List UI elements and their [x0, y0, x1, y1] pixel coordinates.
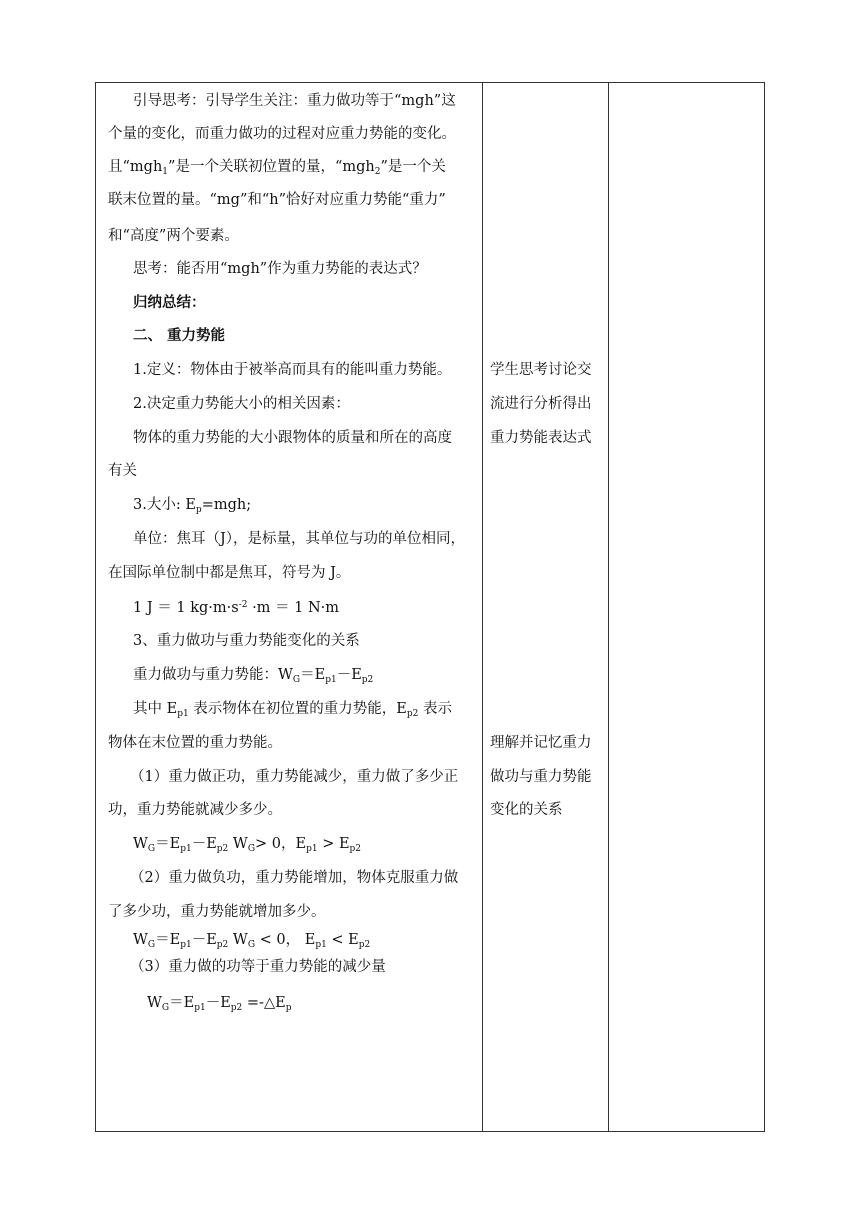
text-line: 1.定义：物体由于被举高而具有的能叫重力势能。: [133, 362, 452, 378]
column-divider: [482, 83, 483, 1131]
section-heading: 二、 重力势能: [133, 328, 226, 344]
formula-line: 3.大小: $E_p=mgh$;: [133, 497, 252, 515]
text-line: 单位：焦耳（J），是标量，其单位与功的单位相同，: [133, 531, 466, 547]
text-line: 3、重力做功与重力势能变化的关系: [133, 633, 360, 649]
text-line: （1）重力做正功，重力势能减少，重力做了多少正: [130, 769, 459, 785]
text-line: 功，重力势能就减少多少。: [108, 802, 282, 818]
text-line: 在国际单位制中都是焦耳，符号为 J。: [108, 565, 351, 581]
formula-line: $W_G=E_{p1}-E_{p2}$ $=-\triangle E_p$: [147, 995, 292, 1013]
text-line: 且“mgh$_1$”是一个关联初位置的量，“mgh$_2$”是一个关: [108, 159, 446, 177]
activity-note: 做功与重力势能: [490, 769, 592, 785]
text-line: 有关: [108, 463, 137, 479]
text-line: 物体的重力势能的大小跟物体的质量和所在的高度: [133, 430, 452, 446]
text-line: （3）重力做的功等于重力势能的减少量: [130, 959, 386, 975]
activity-note: 学生思考讨论交: [490, 362, 592, 378]
text-line: 2.决定重力势能大小的相关因素：: [133, 396, 350, 412]
activity-note: 重力势能表达式: [490, 430, 592, 446]
activity-note: 理解并记忆重力: [490, 735, 592, 751]
formula-line: $W_G=E_{p1}-E_{p2}$ $W_G> 0$，$E_{p1} > E_{p2}$: [133, 836, 362, 854]
heading-summary: 归纳总结：: [133, 295, 206, 311]
text-line: 引导思考：引导学生关注：重力做功等于“mgh”这: [133, 93, 456, 109]
text-line: 其中 $E_{p1}$ 表示物体在初位置的重力势能，$E_{p2}$ 表示: [133, 701, 453, 719]
activity-note: 流进行分析得出: [490, 396, 592, 412]
text-line: 思考：能否用“mgh”作为重力势能的表达式？: [133, 261, 427, 277]
text-line: 物体在末位置的重力势能。: [108, 735, 282, 751]
activity-note: 变化的关系: [490, 802, 563, 818]
text-line: 联末位置的量。“mg”和“h”恰好对应重力势能“重力”: [108, 192, 446, 208]
text-line: 个量的变化，而重力做功的过程对应重力势能的变化。: [108, 126, 456, 142]
text-line: 和“高度”两个要素。: [108, 228, 239, 244]
column-divider: [608, 83, 609, 1131]
formula-line: $W_G=E_{p1}-E_{p2}$ $W_G < 0$， $E_{p1} < E_{p2}$: [133, 932, 371, 950]
formula-line: 1 J ＝ 1 $kg\cdot m\cdot s^{-2} \cdot m = 1$ N·m: [133, 600, 340, 616]
formula-line: 重力做功与重力势能：$W_G=E_{p1}-E_{p2}$: [133, 667, 374, 685]
text-line: （2）重力做负功，重力势能增加，物体克服重力做: [130, 870, 459, 886]
text-line: 了多少功，重力势能就增加多少。: [108, 904, 326, 920]
